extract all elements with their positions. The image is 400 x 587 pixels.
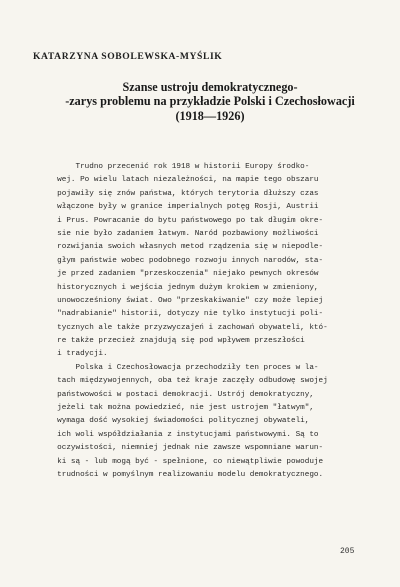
body-text xyxy=(48,161,348,482)
body-line: je przed zadaniem "przeskoczenia" niejako pewnych okresów xyxy=(48,270,319,279)
body-line: państwowości w postaci demokracji. Ustrój demokratyczny, xyxy=(48,390,314,399)
body-line: rozwijania swoich własnych metod rządzenia się w niepodle- xyxy=(48,243,324,252)
title-line: Szanse ustroju demokratycznego- xyxy=(122,80,298,94)
body-line: wymaga dość wysokiej świadomości politycznej obywateli, xyxy=(48,417,310,426)
article-title xyxy=(60,80,360,123)
body-line: jeżeli tak można powiedzieć, nie jest ustrojem "łatwym", xyxy=(48,404,314,413)
body-line: wej. Po wielu latach niezależności, na mapie tego obszaru xyxy=(48,176,319,185)
body-line: i Prus. Powracanie do bytu państwowego po tak długim okre- xyxy=(48,216,324,225)
body-line: oczywistości, niemniej jednak nie zawsze wspomniane warun- xyxy=(48,444,324,453)
body-line: trudności w pomyślnym realizowaniu modelu demokratycznego. xyxy=(48,470,324,479)
body-line: ich woli współdziałania z instytucjami państwowymi. Są to xyxy=(48,430,319,439)
body-line: historycznych i wejścia jednym dużym krokiem w zmieniony, xyxy=(48,283,319,292)
body-line: tach międzywojennych, oba też kraje zaczęły odbudowę swojej xyxy=(48,377,328,386)
body-line: sie nie było zadaniem łatwym. Naród pozbawiony możliwości xyxy=(48,229,319,238)
page-number: 205 xyxy=(340,547,355,556)
body-line: włączone były w granice imperialnych potęg Rosji, Austrii xyxy=(48,203,319,212)
author-name: KATARZYNA SOBOLEWSKA-MYŚLIK xyxy=(33,51,223,62)
body-line: i tradycji. xyxy=(48,350,108,359)
title-line: (1918—1926) xyxy=(175,108,245,123)
body-line: ki są - lub mogą być - spełnione, co niewątpliwie powoduje xyxy=(48,457,324,466)
body-line: tycznych ale także przyzwyczajeń i zachowań obywateli, któ- xyxy=(48,323,328,332)
title-line: -zarys problemu na przykładzie Polski i Czechosłowacji xyxy=(65,94,355,109)
body-line: "nadrabianie" historii, dotyczy nie tylko instytucji poli- xyxy=(48,310,324,319)
body-line: re także przecież znajdują się pod wpływem przeszłości xyxy=(48,337,305,346)
body-line: unowocześniony świat. Owo "przeskakiwanie" czy może lepiej xyxy=(48,296,324,305)
body-line: głym państwie wobec podobnego rozwoju innych narodów, sta- xyxy=(48,256,324,265)
body-line: pojawiły się znów państwa, których terytoria dłuższy czas xyxy=(48,189,319,198)
body-line: Polska i Czechosłowacja przechodziły ten proces w la- xyxy=(48,363,319,372)
body-line: Trudno przecenić rok 1918 w historii Europy środko- xyxy=(48,163,310,171)
